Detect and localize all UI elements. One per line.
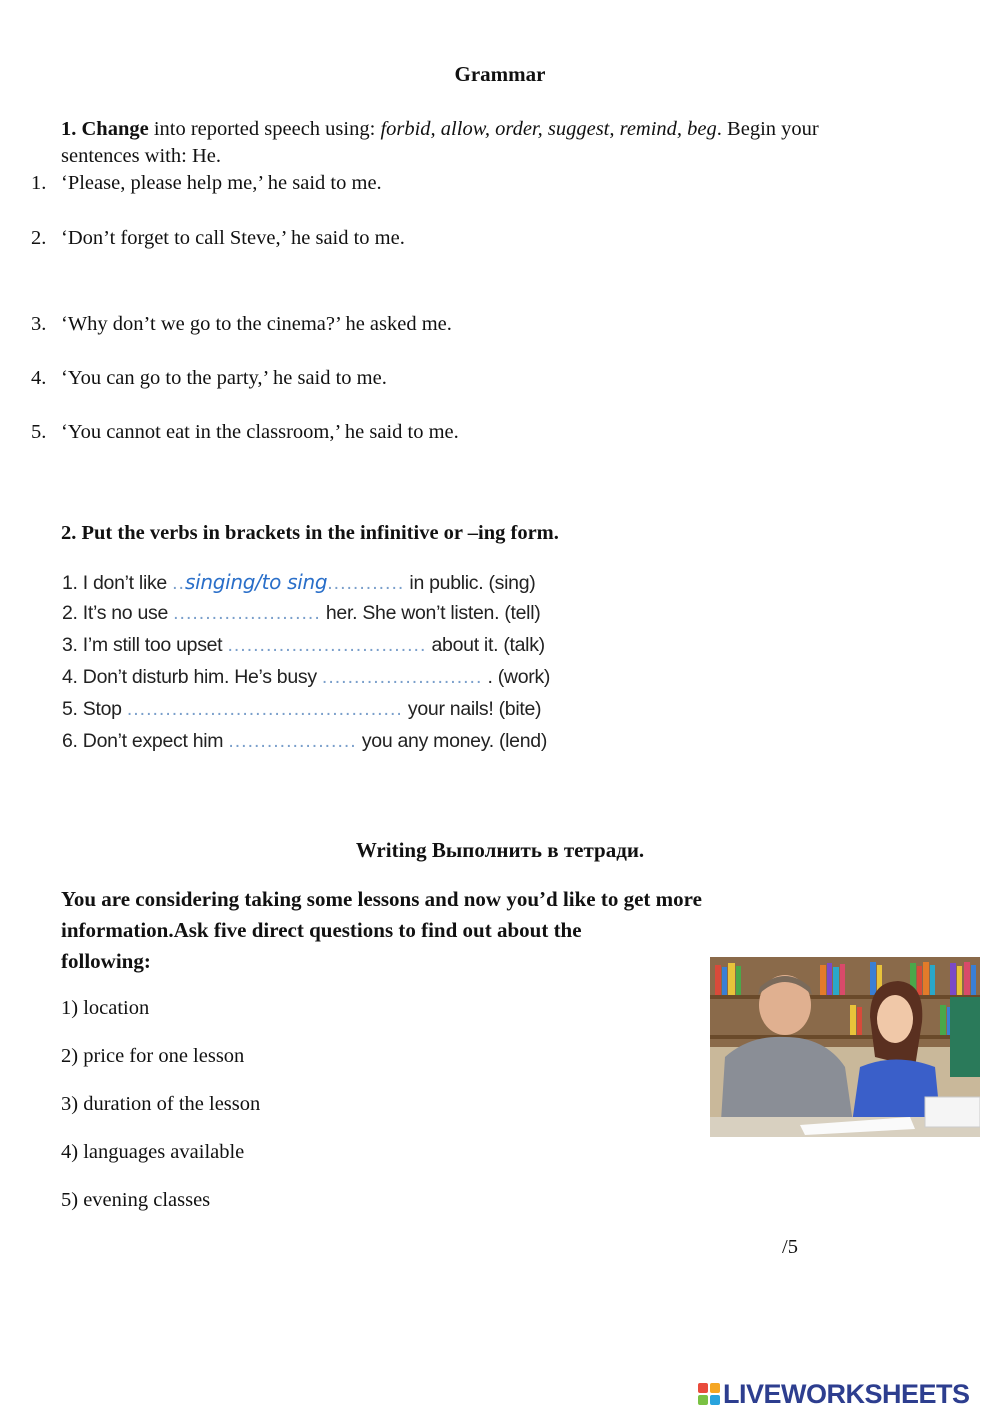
logo-grid-icon <box>698 1383 720 1405</box>
exercise-line: 5. Stop ........................................... your nails! (bite) <box>62 698 542 720</box>
tutoring-photo <box>710 957 980 1137</box>
task1-verbs: forbid, allow, order, suggest, remind, beg <box>380 118 717 140</box>
task2-heading: 2. Put the verbs in brackets in the infinitive or –ing form. <box>61 522 559 544</box>
logo-text: LIVEWORKSHEETS <box>723 1378 970 1409</box>
writing-item: 2) price for one lesson <box>61 1045 245 1067</box>
writing-item: 1) location <box>61 997 150 1019</box>
answer-field[interactable]: ....................... <box>173 602 321 624</box>
answer-field[interactable]: ......................... <box>321 666 483 688</box>
task1-item: 4. ‘You can go to the party,’ he said to me. <box>31 367 387 389</box>
answer-field[interactable]: ........................................... <box>126 698 403 720</box>
task1-text-a: into reported speech using: <box>148 118 381 140</box>
writing-title: Writing Выполнить в тетради. <box>355 838 645 862</box>
score-label: /5 <box>782 1236 798 1258</box>
task1-text-c: sentences with: He. <box>61 145 221 167</box>
task1-instructions <box>61 116 961 170</box>
exercise-line: 3. I’m still too upset ............................... about it. (talk) <box>62 634 545 656</box>
exercise-line: 1. I don’t like ..singing/to sing............ in public. (sing) <box>62 570 536 594</box>
task1-item: 3. ‘Why don’t we go to the cinema?’ he asked me. <box>31 313 452 335</box>
grammar-title: Grammar <box>454 62 546 86</box>
exercise-line: 6. Don’t expect him .................... you any money. (lend) <box>62 730 548 752</box>
task1-item: 5. ‘You cannot eat in the classroom,’ he said to me. <box>31 421 459 443</box>
exercise-line: 4. Don’t disturb him. He’s busy ......................... . (work) <box>62 666 551 688</box>
writing-prompt: You are considering taking some lessons and now you’d like to get more information.Ask five direct questions to find out about the following: <box>61 887 702 973</box>
answer-field[interactable]: singing/to sing <box>184 570 328 594</box>
answer-field[interactable]: ............................... <box>227 634 427 656</box>
writing-item: 4) languages available <box>61 1141 245 1163</box>
writing-item: 5) evening classes <box>61 1189 211 1211</box>
writing-item: 3) duration of the lesson <box>61 1093 261 1115</box>
exercise-line: 2. It’s no use ....................... her. She won’t listen. (tell) <box>62 602 541 624</box>
task1-item: 2. ‘Don’t forget to call Steve,’ he said to me. <box>31 227 405 249</box>
task1-number: 1. Change <box>61 118 149 140</box>
task1-text-b: . Begin your <box>716 118 819 140</box>
answer-field[interactable]: .................... <box>228 730 357 752</box>
liveworksheets-logo[interactable] <box>698 1379 970 1409</box>
task1-item: 1. ‘Please, please help me,’ he said to me. <box>31 172 382 194</box>
